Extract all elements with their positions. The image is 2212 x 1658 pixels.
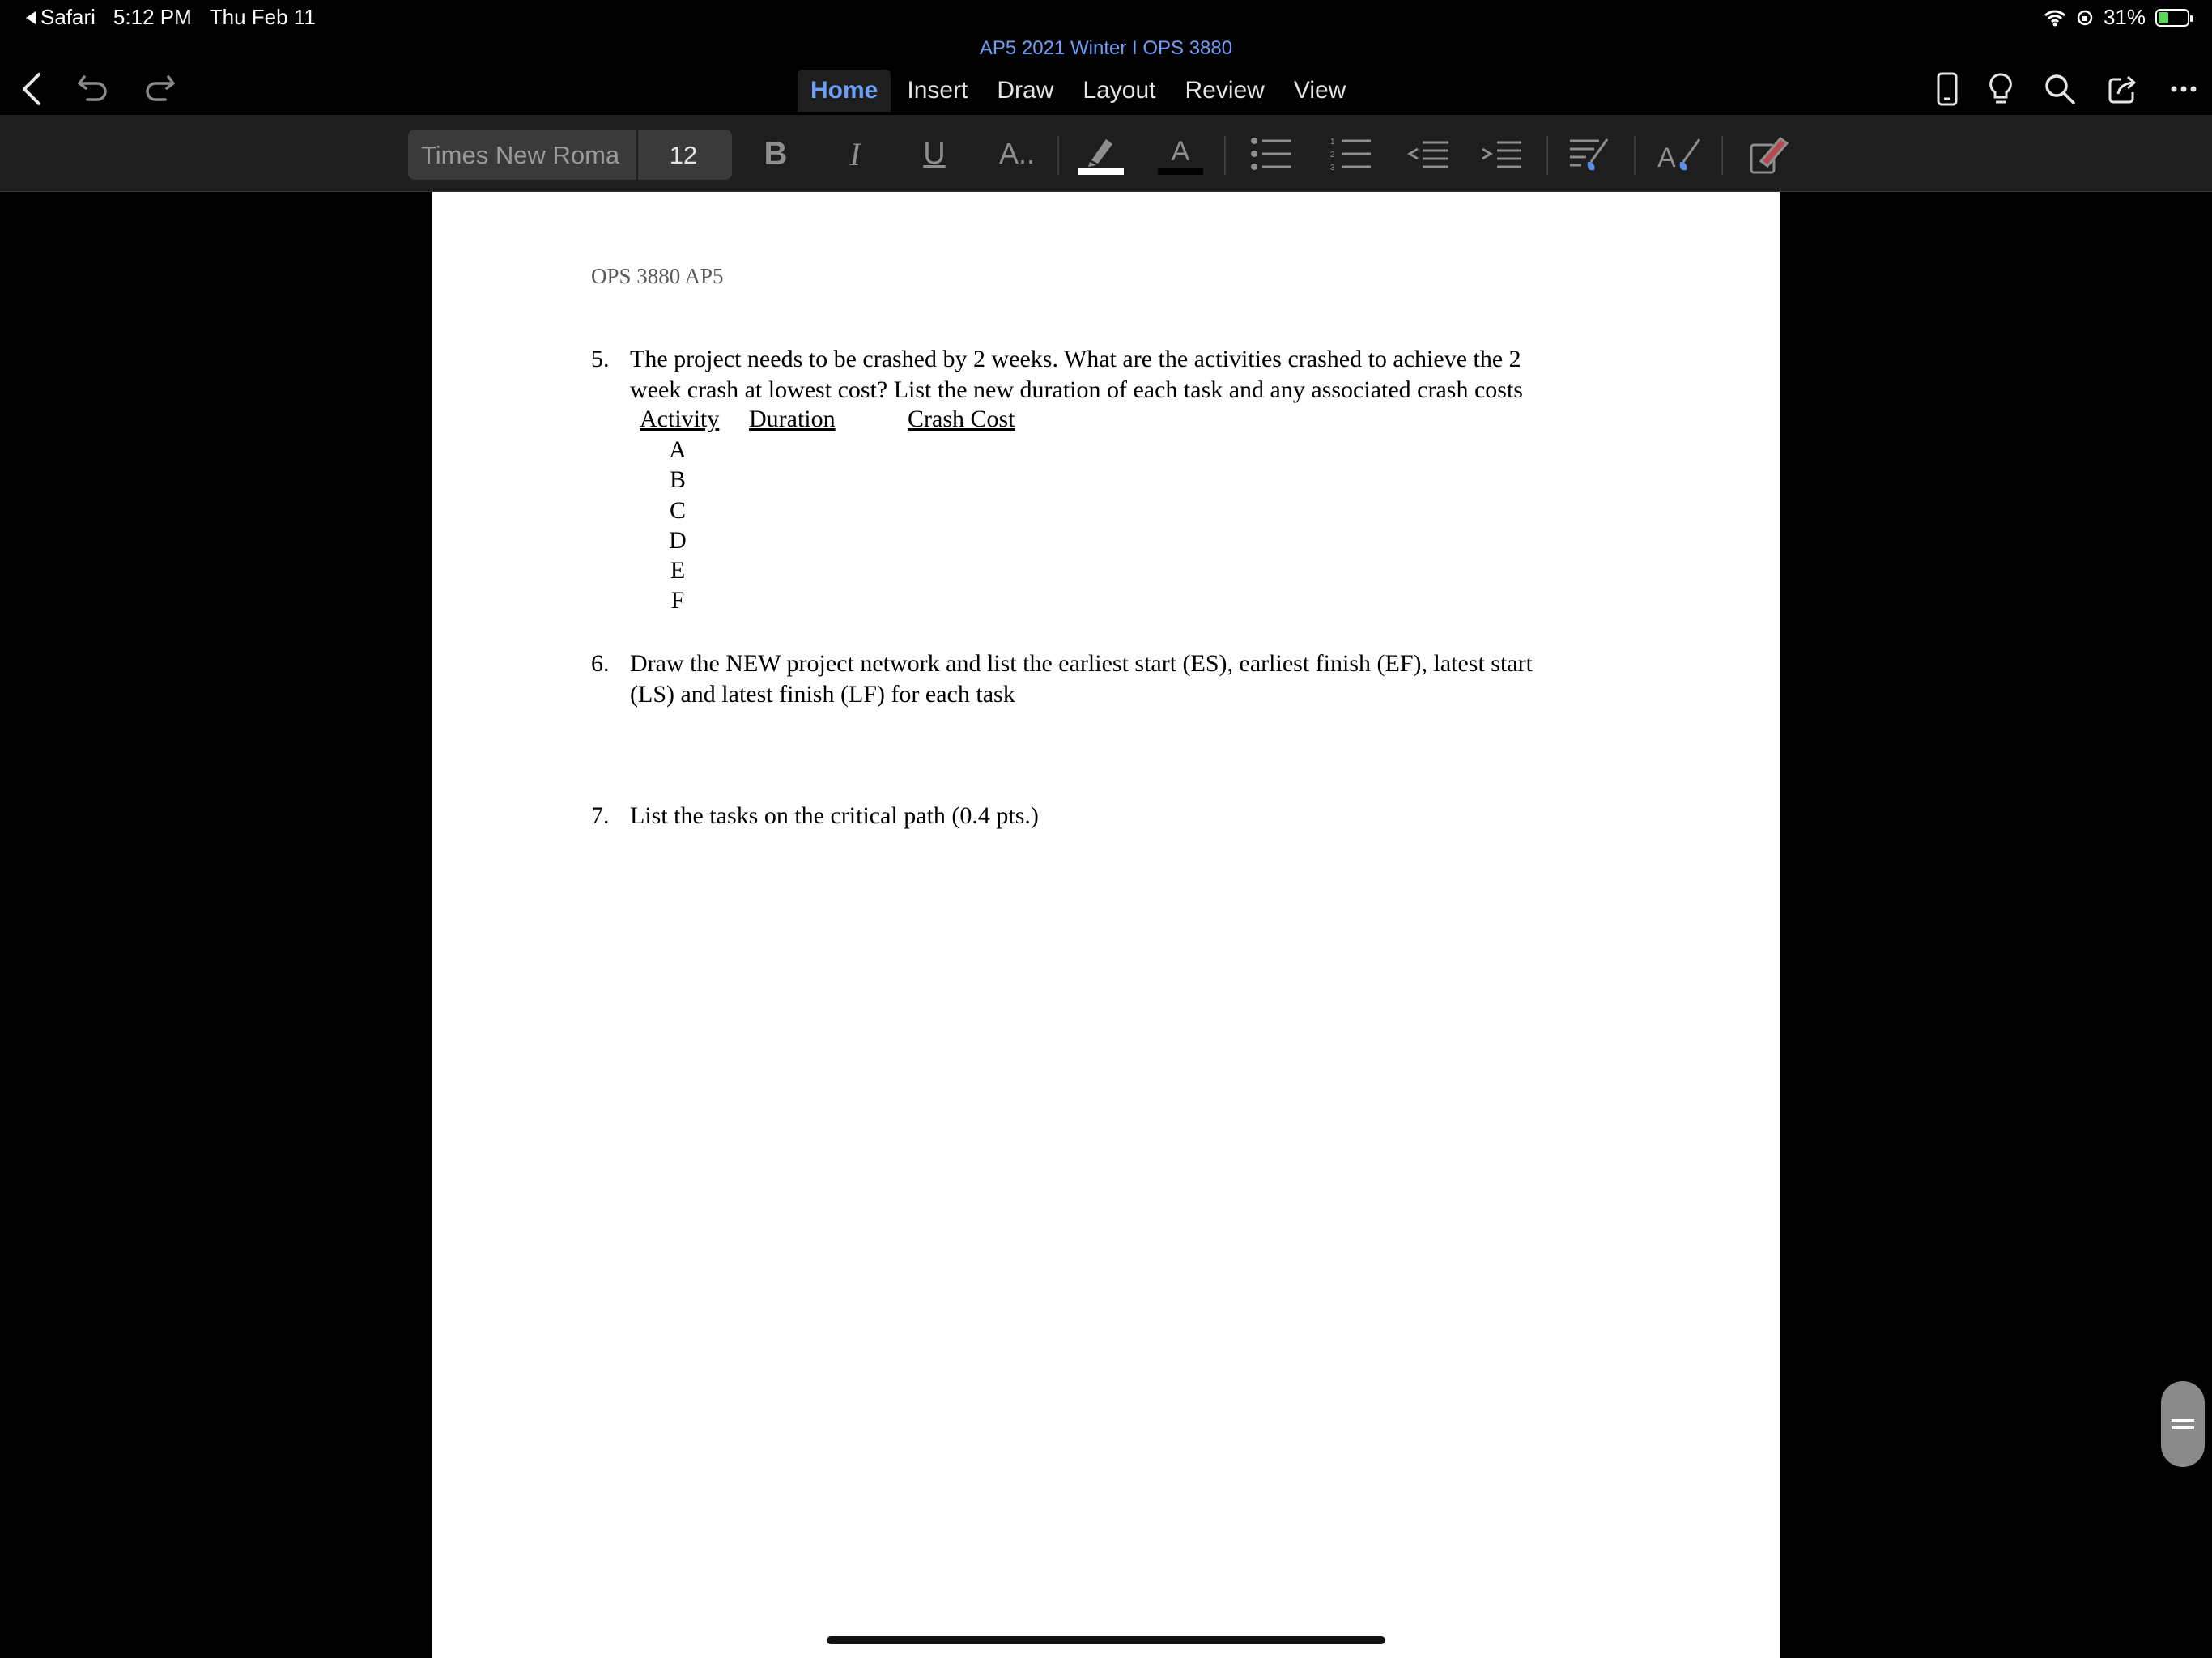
eraser-icon	[1743, 132, 1790, 176]
status-time: 5:12 PM	[113, 5, 192, 29]
svg-text:3: 3	[1330, 164, 1335, 172]
bold-button[interactable]: B	[764, 135, 788, 172]
status-bar	[0, 0, 2212, 37]
battery-percent: 31%	[2103, 5, 2146, 29]
app-toolbar	[0, 63, 2212, 115]
side-panel-handle[interactable]	[2161, 1381, 2205, 1467]
bullet-list-icon	[1249, 136, 1293, 172]
activity-row: A	[669, 436, 687, 463]
document-page[interactable]	[432, 192, 1780, 1658]
question-6-line-1: Draw the NEW project network and list the earliest start (ES), earliest finish (EF), latest start	[630, 650, 1533, 677]
tab-home[interactable]: Home	[798, 70, 891, 112]
search-icon[interactable]	[2044, 73, 2076, 105]
question-5	[591, 344, 1676, 406]
underline-button[interactable]: U	[923, 136, 946, 171]
font-size-field[interactable]: 12	[669, 141, 698, 169]
clear-formatting-button[interactable]	[1655, 131, 1704, 176]
increase-indent-button[interactable]	[1478, 131, 1524, 176]
column-header-duration: Duration	[749, 406, 836, 432]
question-5-number: 5.	[591, 346, 610, 372]
tab-view[interactable]: View	[1293, 77, 1346, 104]
activity-row: E	[670, 557, 686, 584]
share-icon[interactable]	[2107, 73, 2139, 105]
numbered-list-button[interactable]	[1328, 131, 1373, 176]
font-name-field[interactable]: Times New Roma	[421, 141, 619, 169]
orientation-lock-icon	[2076, 9, 2094, 27]
tab-insert[interactable]: Insert	[907, 77, 968, 104]
tab-review[interactable]: Review	[1185, 77, 1265, 104]
question-6	[591, 648, 1692, 710]
column-header-activity: Activity	[640, 406, 720, 432]
activity-row: D	[669, 527, 687, 554]
svg-text:2: 2	[1330, 151, 1335, 159]
activity-row: F	[670, 587, 685, 614]
font-selector[interactable]	[408, 130, 732, 180]
home-indicator[interactable]	[827, 1636, 1385, 1644]
activity-row: C	[669, 497, 686, 524]
back-triangle-icon	[26, 11, 36, 24]
question-5-line-1: The project needs to be crashed by 2 weeks. What are the activities crashed to achieve the 2	[630, 346, 1521, 372]
formatting-ribbon	[0, 115, 2212, 192]
format-painter-button[interactable]	[1742, 131, 1791, 176]
question-6-line-2: (LS) and latest finish (LF) for each task	[630, 681, 1015, 708]
highlight-button[interactable]	[1077, 131, 1125, 176]
clear-formatting-icon	[1656, 134, 1703, 173]
question-7	[591, 801, 1563, 831]
decrease-indent-button[interactable]	[1406, 131, 1451, 176]
column-header-crash-cost: Crash Cost	[908, 406, 1015, 432]
question-5-line-2: week crash at lowest cost? List the new duration of each task and any associated crash costs	[630, 376, 1523, 403]
undo-icon[interactable]	[76, 72, 110, 106]
increase-indent-icon	[1479, 136, 1523, 172]
svg-text:A: A	[1171, 136, 1190, 167]
font-color-icon	[1156, 131, 1205, 176]
ribbon-tabs	[798, 70, 1359, 112]
question-6-number: 6.	[591, 650, 610, 677]
back-chevron-icon[interactable]	[19, 71, 44, 107]
decrease-indent-icon	[1406, 136, 1450, 172]
page-header: OPS 3880 AP5	[591, 264, 724, 288]
italic-button[interactable]: I	[849, 135, 861, 172]
redo-icon[interactable]	[143, 72, 177, 106]
question-7-line-1: List the tasks on the critical path (0.4 pts.)	[630, 802, 1039, 829]
bullet-list-button[interactable]	[1249, 131, 1294, 176]
styles-brush-icon	[1567, 134, 1610, 173]
svg-text:1: 1	[1330, 138, 1335, 147]
styles-button[interactable]	[1566, 131, 1611, 176]
highlighter-icon	[1077, 131, 1125, 176]
document-title[interactable]: AP5 2021 Winter I OPS 3880	[979, 37, 1233, 59]
mobile-view-icon[interactable]	[1937, 72, 1958, 106]
font-color-button[interactable]	[1156, 131, 1205, 176]
question-7-number: 7.	[591, 802, 610, 829]
battery-icon	[2155, 9, 2189, 27]
lightbulb-icon[interactable]	[1989, 72, 2013, 106]
tab-draw[interactable]: Draw	[997, 77, 1054, 104]
status-date: Thu Feb 11	[209, 5, 316, 29]
wifi-icon	[2044, 9, 2066, 27]
more-options-icon[interactable]	[2170, 85, 2197, 93]
more-text-effects-button[interactable]: A..	[998, 137, 1035, 170]
svg-text:A: A	[1657, 142, 1676, 173]
activity-row: B	[669, 466, 686, 493]
numbered-list-icon	[1329, 136, 1372, 172]
back-to-app-link[interactable]: Safari	[26, 5, 96, 30]
tab-layout[interactable]: Layout	[1083, 77, 1156, 104]
